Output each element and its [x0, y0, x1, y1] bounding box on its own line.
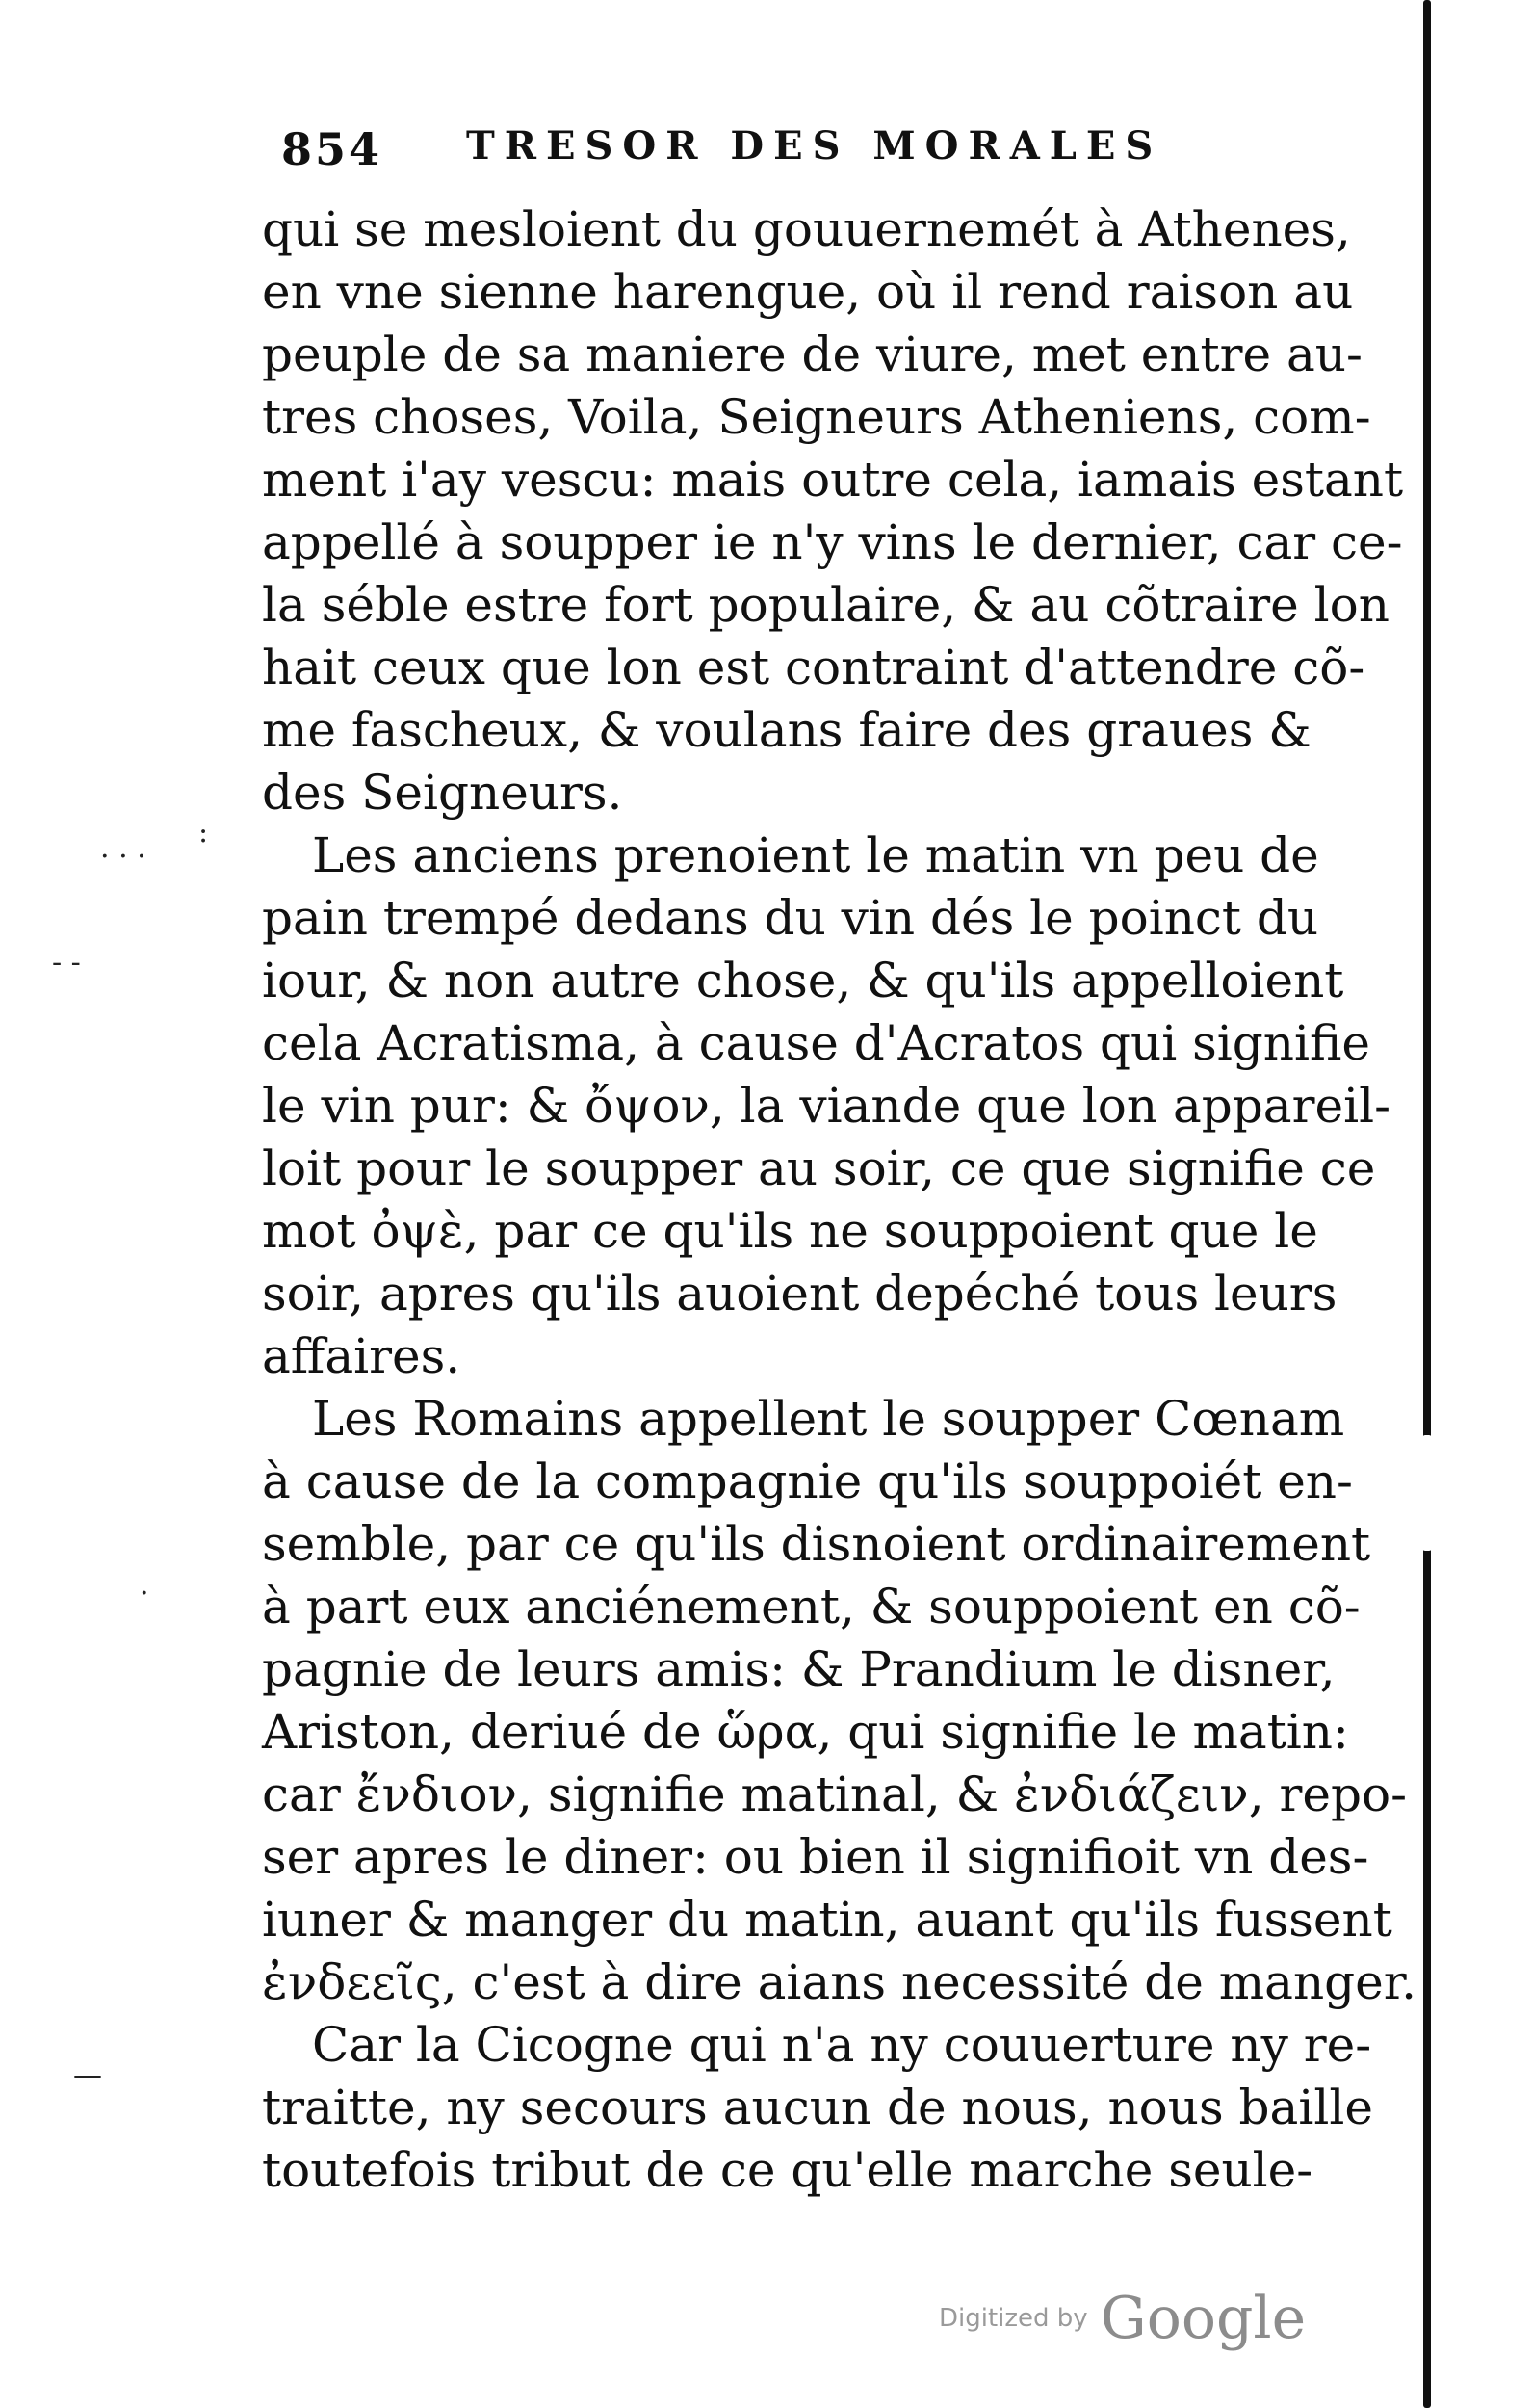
text-line: mot ὀψὲ, par ce qu'ils ne souppoient que le — [262, 1203, 1318, 1259]
text-line: ment i'ay vescu: mais outre cela, iamais estant — [262, 452, 1404, 508]
text-line: iuner & manger du matin, auant qu'ils fussent — [262, 1892, 1392, 1948]
paragraph-start-line: Car la Cicogne qui n'a ny couuerture ny re- — [312, 2017, 1372, 2073]
text-line: tres choses, Voila, Seigneurs Atheniens, com- — [262, 389, 1371, 445]
page-edge-gap — [1422, 1435, 1432, 1551]
text-line: des Seigneurs. — [262, 765, 623, 821]
paragraph-start-line: Les Romains appellent le soupper Cœnam — [312, 1391, 1345, 1447]
running-title: TRESOR DES MORALES — [466, 123, 1163, 169]
digitized-by-label: Digitized by — [939, 2304, 1088, 2333]
page-number: 854 — [281, 123, 383, 175]
text-line: toutefois tribut de ce qu'elle marche seule- — [262, 2142, 1313, 2198]
text-line: pagnie de leurs amis: & Prandium le disner, — [262, 1641, 1336, 1697]
text-line: la séble estre fort populaire, & au cõtraire lon — [262, 577, 1390, 633]
text-line: iour, & non autre chose, & qu'ils appelloient — [262, 953, 1344, 1008]
margin-speck: : — [198, 816, 209, 850]
text-line: qui se mesloient du gouuernemét à Athenes, — [262, 201, 1351, 257]
text-line: à part eux anciénement, & souppoient en cõ- — [262, 1579, 1361, 1635]
text-line: le vin pur: & ὄψον, la viande que lon appareil- — [262, 1078, 1390, 1134]
text-line: Ariston, deriué de ὥρα, qui signifie le matin: — [262, 1704, 1349, 1760]
text-line: me fascheux, & voulans faire des graues & — [262, 702, 1312, 758]
text-line: en vne sienne harengue, où il rend raison au — [262, 264, 1354, 320]
text-line: ser apres le diner: ou bien il signifioit vn des- — [262, 1829, 1369, 1885]
body-text — [262, 198, 1417, 2202]
margin-speck: · — [140, 1577, 149, 1610]
text-line: traitte, ny secours aucun de nous, nous baille — [262, 2080, 1373, 2135]
google-logo: Google — [1100, 2285, 1307, 2352]
text-line: peuple de sa maniere de viure, met entre au- — [262, 327, 1363, 382]
paragraph-start-line: Les anciens prenoient le matin vn peu de — [312, 827, 1319, 883]
text-line: pain trempé dedans du vin dés le poinct du — [262, 890, 1319, 946]
text-line: cela Acratisma, à cause d'Acratos qui signifie — [262, 1015, 1370, 1071]
text-line: appellé à soupper ie n'y vins le dernier, car ce- — [262, 514, 1403, 570]
text-line: semble, par ce qu'ils disnoient ordinairement — [262, 1516, 1371, 1572]
text-line: affaires. — [262, 1328, 461, 1384]
text-line: car ἔνδιον, signifie matinal, & ἐνδιάζειν, repo- — [262, 1767, 1407, 1822]
text-line: hait ceux que lon est contraint d'attendre cõ- — [262, 640, 1365, 695]
text-line: ἐνδεεῖς, c'est à dire aians necessité de manger. — [262, 1954, 1417, 2010]
page-header — [281, 123, 1273, 181]
page-edge-line — [1423, 0, 1431, 2408]
text-line: soir, apres qu'ils auoient depéché tous leurs — [262, 1266, 1338, 1322]
text-line: loit pour le soupper au soir, ce que signifie ce — [262, 1140, 1376, 1196]
margin-speck: - - — [52, 946, 81, 980]
text-line: à cause de la compagnie qu'ils souppoiét en- — [262, 1453, 1353, 1509]
margin-speck: . . . — [100, 831, 146, 865]
digitized-by-google-watermark — [939, 2285, 1306, 2352]
margin-speck: — — [73, 2058, 102, 2092]
